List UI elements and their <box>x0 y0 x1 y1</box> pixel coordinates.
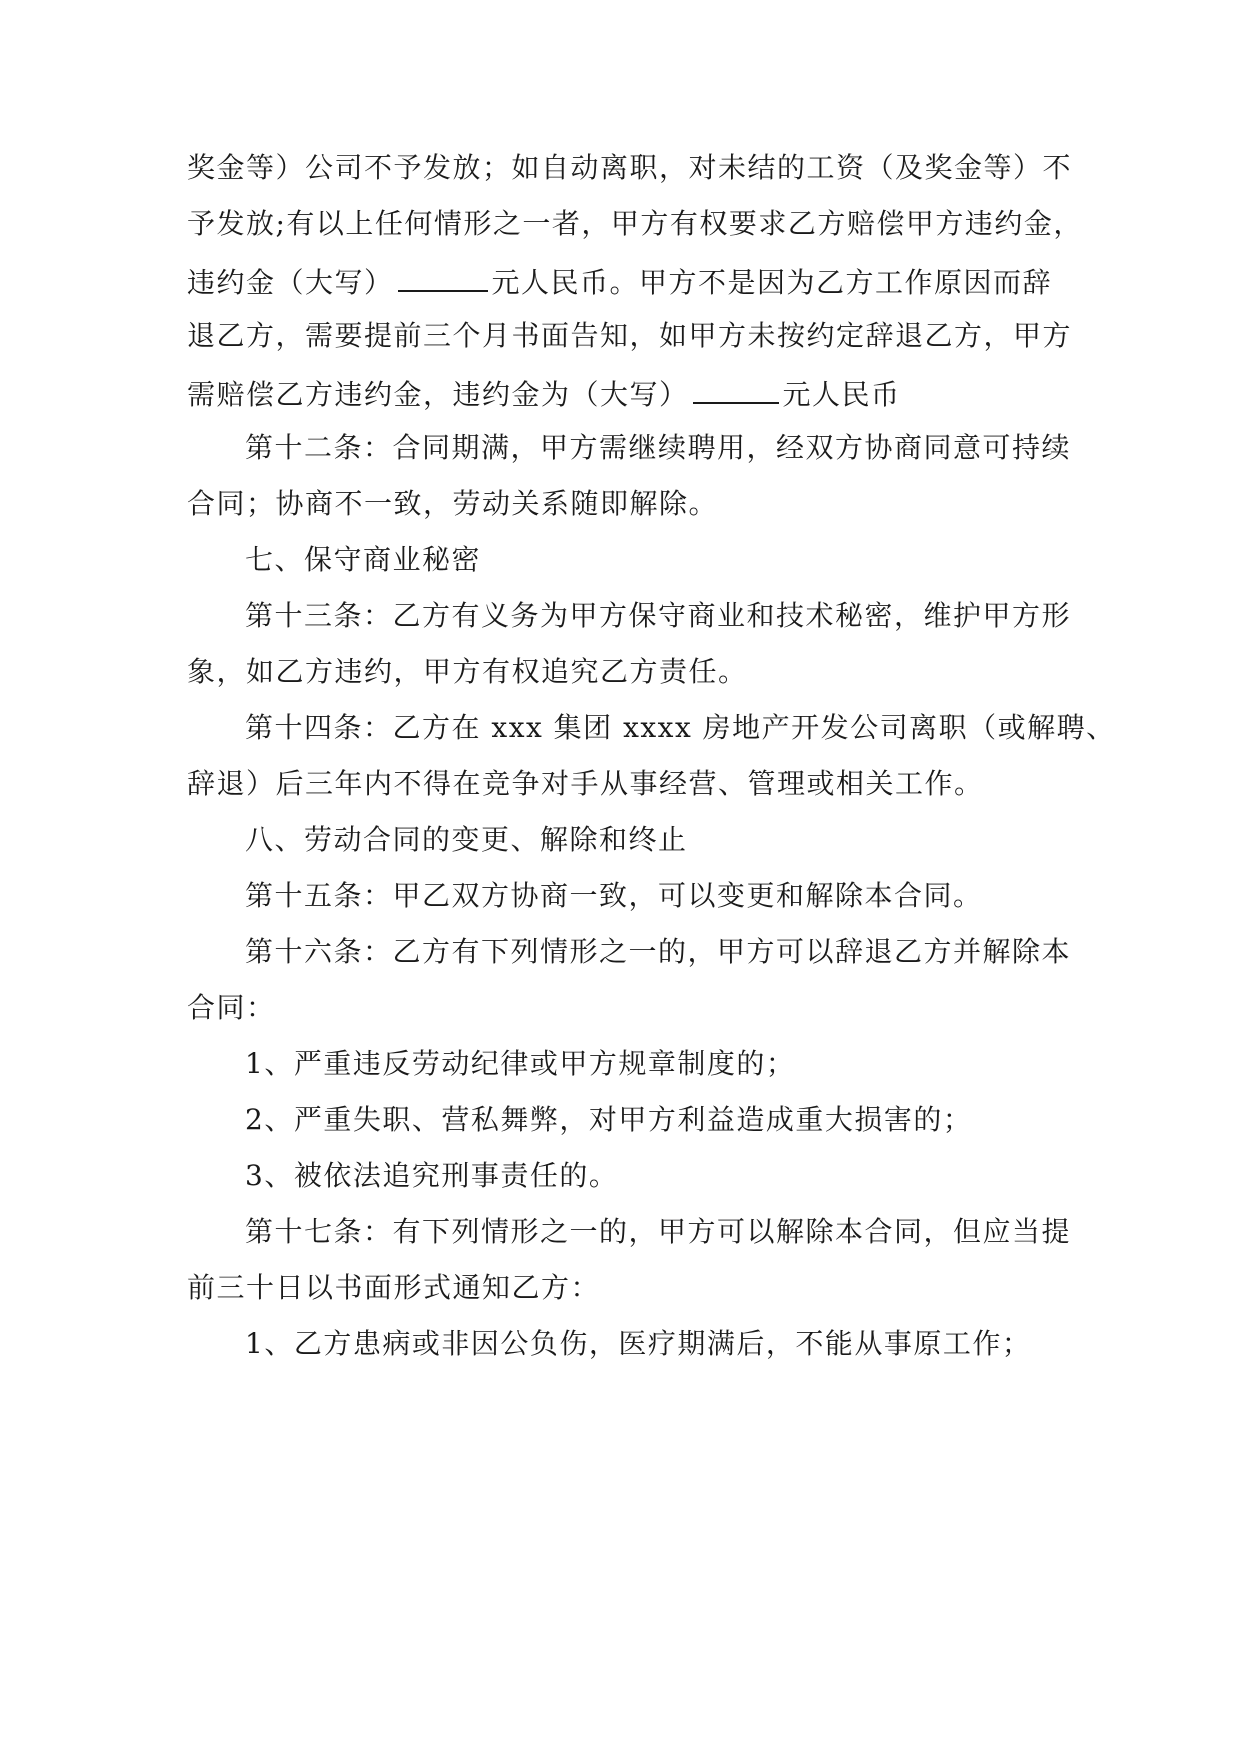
fill-in-blank <box>693 372 779 404</box>
list-item: 1、乙方患病或非因公负伤，医疗期满后，不能从事原工作； <box>245 1327 1032 1360</box>
text-segment: 需赔偿乙方违约金，违约金为（大写） <box>187 378 689 411</box>
article-17: 第十七条：有下列情形之一的，甲方可以解除本合同，但应当提 <box>245 1215 1072 1248</box>
paragraph-line <box>187 260 1052 300</box>
paragraph-line: 象，如乙方违约，甲方有权追究乙方责任。 <box>187 655 748 688</box>
paragraph-line: 予发放;有以上任何情形之一者，甲方有权要求乙方赔偿甲方违约金， <box>187 207 1083 240</box>
paragraph-line: 合同： <box>187 991 276 1024</box>
article-16: 第十六条：乙方有下列情形之一的，甲方可以辞退乙方并解除本 <box>245 935 1072 968</box>
article-12: 第十二条：合同期满，甲方需继续聘用，经双方协商同意可持续 <box>245 431 1072 464</box>
fill-in-blank <box>398 260 488 292</box>
paragraph-line <box>187 372 901 412</box>
section-heading: 八、劳动合同的变更、解除和终止 <box>245 823 688 856</box>
section-heading: 七、保守商业秘密 <box>245 543 482 576</box>
list-item: 3、被依法追究刑事责任的。 <box>245 1159 619 1192</box>
text-segment: 元人民币 <box>782 378 901 411</box>
paragraph-line: 辞退）后三年内不得在竞争对手从事经营、管理或相关工作。 <box>187 767 984 800</box>
paragraph-line: 退乙方，需要提前三个月书面告知，如甲方未按约定辞退乙方，甲方 <box>187 319 1073 352</box>
article-13: 第十三条：乙方有义务为甲方保守商业和技术秘密，维护甲方形 <box>245 599 1072 632</box>
paragraph-line: 前三十日以书面形式通知乙方： <box>187 1271 601 1304</box>
text-segment: 元人民币。甲方不是因为乙方工作原因而辞 <box>491 266 1053 299</box>
article-15: 第十五条：甲乙双方协商一致，可以变更和解除本合同。 <box>245 879 983 912</box>
text-segment: 违约金（大写） <box>187 266 394 299</box>
list-item: 2、严重失职、营私舞弊，对甲方利益造成重大损害的； <box>245 1103 973 1136</box>
paragraph-line: 奖金等）公司不予发放；如自动离职，对未结的工资（及奖金等）不 <box>187 151 1073 184</box>
paragraph-line: 合同；协商不一致，劳动关系随即解除。 <box>187 487 719 520</box>
list-item: 1、严重违反劳动纪律或甲方规章制度的； <box>245 1047 796 1080</box>
article-14: 第十四条：乙方在 xxx 集团 xxxx 房地产开发公司离职（或解聘、 <box>245 711 1116 744</box>
